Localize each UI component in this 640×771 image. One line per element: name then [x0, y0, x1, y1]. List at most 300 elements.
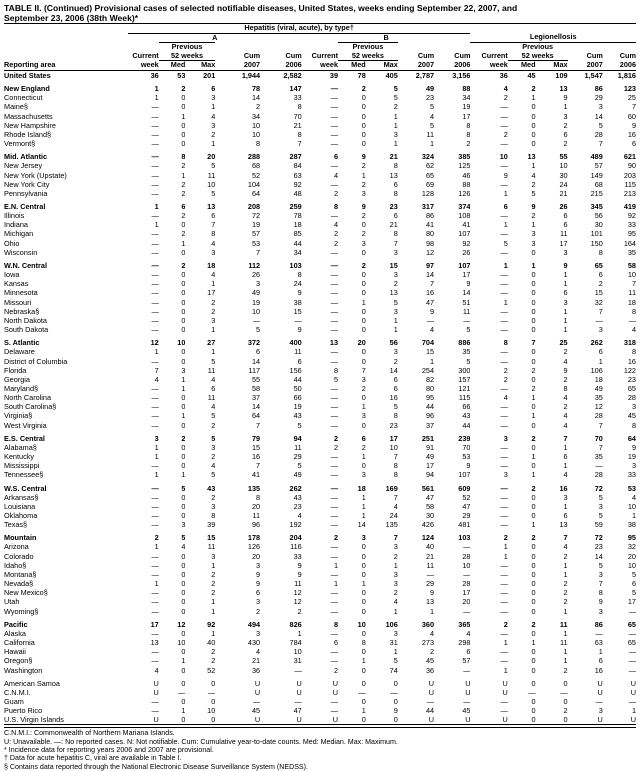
value-cell: 32	[627, 542, 636, 552]
value-cell: 0	[361, 139, 366, 149]
value-cell: —	[330, 588, 339, 598]
value-cell: 19	[627, 452, 636, 462]
value-cell: 41	[251, 470, 261, 480]
value-cell: 1	[393, 560, 398, 570]
value-cell: 56	[389, 338, 398, 348]
value-cell: 215	[590, 188, 603, 198]
value-cell: —	[330, 279, 339, 289]
value-cell: 15	[425, 347, 435, 357]
reporting-area-cell: Pennsylvania	[4, 188, 48, 198]
value-cell: —	[330, 93, 339, 103]
value-cell: 7	[297, 139, 302, 149]
med-header: Med	[351, 60, 366, 70]
table-row	[4, 493, 636, 502]
value-cell: —	[151, 696, 159, 706]
value-cell: 3	[598, 325, 603, 335]
value-cell: —	[330, 411, 339, 421]
value-cell: 0	[563, 696, 568, 706]
value-cell: 8	[393, 411, 398, 421]
value-cell: —	[330, 102, 339, 112]
value-cell: 12	[293, 588, 302, 598]
value-cell: 11	[207, 542, 216, 552]
value-cell: 6	[393, 179, 398, 189]
value-cell: 106	[590, 365, 603, 375]
value-cell: 2	[598, 279, 603, 289]
region-row	[4, 533, 636, 542]
value-cell: 125	[458, 161, 471, 171]
value-cell: —	[151, 129, 159, 139]
value-cell: 1	[211, 279, 216, 289]
value-cell: 2	[361, 383, 366, 393]
value-cell: 6	[256, 588, 261, 598]
reporting-area-cell: United States	[4, 70, 51, 80]
value-cell: 4	[466, 628, 471, 638]
table-row	[4, 411, 636, 420]
value-cell: 1	[430, 606, 435, 616]
value-cell: 1	[154, 470, 159, 480]
table-row	[4, 279, 636, 288]
value-cell: 8	[256, 492, 261, 502]
value-cell: 1	[211, 102, 216, 112]
value-cell: 7	[393, 238, 398, 248]
value-cell: 3	[361, 533, 366, 543]
value-cell: 13	[389, 288, 398, 298]
value-cell: 19	[293, 402, 302, 412]
value-cell: 201	[203, 70, 216, 80]
value-cell: 7	[598, 139, 603, 149]
value-cell: 0	[531, 139, 536, 149]
value-cell: 49	[293, 470, 302, 480]
value-cell: 26	[559, 202, 568, 211]
value-cell: 1	[181, 706, 186, 716]
reporting-area-cell: W.S. Central	[4, 483, 47, 493]
value-cell: 20	[251, 551, 261, 561]
value-cell: —	[500, 383, 508, 393]
value-cell: 16	[251, 452, 261, 462]
value-cell: —	[500, 520, 508, 530]
value-cell: 1	[154, 442, 159, 452]
value-cell: 886	[458, 338, 471, 348]
value-cell: —	[178, 687, 186, 697]
value-cell: 6	[181, 202, 186, 211]
value-cell: 65	[627, 638, 636, 648]
value-cell: —	[628, 606, 636, 616]
value-cell: 0	[531, 420, 536, 430]
value-cell: 8	[333, 365, 339, 375]
value-cell: 1	[563, 461, 568, 471]
value-cell: 1	[393, 606, 398, 616]
value-cell: —	[500, 606, 508, 616]
year-2006-header: 2006	[454, 60, 471, 70]
value-cell: 6	[563, 211, 568, 221]
legionellosis-header: Legionellosis	[529, 33, 577, 42]
value-cell: 0	[181, 715, 186, 725]
value-cell: 12	[425, 247, 435, 257]
value-cell: 97	[425, 260, 435, 270]
value-cell: 17	[559, 238, 568, 248]
value-cell: —	[151, 306, 159, 316]
value-cell: 7	[393, 492, 398, 502]
value-cell: 23	[594, 542, 603, 552]
value-cell: 8	[361, 638, 366, 648]
table-row	[4, 402, 636, 411]
table-row	[4, 443, 636, 452]
value-cell: 1	[531, 470, 536, 480]
value-cell: 6	[333, 152, 339, 162]
table-row	[4, 511, 636, 520]
value-cell: —	[463, 315, 471, 325]
value-cell: 5	[211, 470, 216, 480]
value-cell: 5	[466, 325, 471, 335]
value-cell: 0	[531, 715, 536, 725]
value-cell: 10	[389, 442, 398, 452]
value-cell: 1	[503, 297, 508, 307]
year-2006-header: 2006	[285, 60, 302, 70]
value-cell: 3	[531, 238, 536, 248]
value-cell: —	[330, 551, 339, 561]
value-cell: 47	[462, 501, 471, 511]
page	[4, 0, 636, 771]
value-cell: 3	[563, 492, 568, 502]
value-cell: 72	[594, 483, 603, 493]
value-cell: 2	[361, 161, 366, 171]
value-cell: —	[330, 356, 339, 366]
value-cell: 204	[289, 533, 302, 543]
value-cell: 16	[627, 129, 636, 139]
value-cell: 0	[181, 306, 186, 316]
value-cell: 2	[531, 619, 536, 629]
table-row	[4, 171, 636, 180]
value-cell: —	[330, 501, 339, 511]
value-cell: —	[151, 111, 159, 121]
value-cell: 3	[393, 569, 398, 579]
value-cell: 9	[631, 442, 636, 452]
value-cell: 12	[177, 619, 186, 629]
value-cell: 4	[563, 393, 568, 403]
value-cell: 2	[211, 588, 216, 598]
value-cell: 94	[425, 470, 435, 480]
value-cell: 0	[361, 461, 366, 471]
value-cell: 28	[627, 393, 636, 403]
reporting-area-cell: Tennessee§	[4, 470, 44, 480]
value-cell: U	[296, 715, 302, 725]
value-cell: 41	[425, 220, 435, 230]
value-cell: 84	[293, 161, 302, 171]
value-cell: 43	[293, 411, 302, 421]
value-cell: 35	[594, 393, 603, 403]
value-cell: 0	[181, 297, 186, 307]
value-cell: 7	[563, 433, 568, 443]
value-cell: —	[151, 188, 159, 198]
value-cell: 41	[462, 220, 471, 230]
value-cell: 3	[361, 470, 366, 480]
value-cell: 0	[361, 220, 366, 230]
region-row	[4, 261, 636, 270]
value-cell: 2	[211, 452, 216, 462]
value-cell: 3	[563, 247, 568, 257]
value-cell: —	[500, 139, 508, 149]
value-cell: —	[330, 470, 339, 480]
value-cell: 0	[361, 129, 366, 139]
value-cell: 12	[150, 338, 159, 348]
value-cell: 70	[462, 442, 471, 452]
value-cell: 11	[207, 170, 216, 180]
reporting-area-cell: California	[4, 638, 35, 648]
value-cell: 14	[425, 270, 435, 280]
value-cell: 0	[181, 270, 186, 280]
value-cell: 0	[361, 606, 366, 616]
table-row	[4, 239, 636, 248]
value-cell: 10	[177, 338, 186, 348]
value-cell: 0	[531, 297, 536, 307]
value-cell: 0	[361, 279, 366, 289]
value-cell: 2	[211, 129, 216, 139]
value-cell: 372	[247, 338, 261, 348]
reporting-area-cell: Ohio	[4, 238, 20, 248]
value-cell: 103	[458, 533, 471, 543]
max-header: Max	[201, 60, 216, 70]
value-cell: 14	[462, 288, 471, 298]
value-cell: —	[151, 356, 159, 366]
value-cell: 10	[207, 706, 216, 716]
value-cell: 2	[393, 356, 398, 366]
value-cell: 2	[503, 129, 508, 139]
value-cell: 1	[154, 452, 159, 462]
value-cell: 65	[594, 260, 603, 270]
value-cell: 360	[421, 619, 435, 629]
value-cell: —	[330, 325, 339, 335]
value-cell: —	[330, 696, 339, 706]
value-cell: 8	[631, 347, 636, 357]
value-cell: 2	[181, 260, 186, 270]
reporting-area-cell: Georgia	[4, 374, 30, 384]
value-cell: 0	[181, 129, 186, 139]
value-cell: —	[500, 356, 508, 366]
value-cell: 13	[329, 338, 339, 348]
value-cell: 11	[207, 393, 216, 403]
value-cell: —	[330, 420, 339, 430]
value-cell: U	[153, 678, 159, 688]
value-cell: —	[426, 315, 435, 325]
value-cell: 2	[563, 706, 568, 716]
value-cell: 419	[623, 202, 636, 211]
med-header: Med	[170, 60, 186, 70]
value-cell: 28	[594, 411, 603, 421]
value-cell: 18	[293, 220, 302, 230]
value-cell: 52	[462, 492, 471, 502]
value-cell: 5	[430, 102, 435, 112]
reporting-area-cell: Nevada§	[4, 579, 34, 589]
value-cell: 2	[211, 420, 216, 430]
table-row	[4, 189, 636, 198]
value-cell: 40	[425, 542, 435, 552]
value-cell: 49	[425, 84, 435, 94]
value-cell: 122	[623, 365, 636, 375]
value-cell: —	[151, 520, 159, 530]
value-cell: 59	[594, 520, 603, 530]
value-cell: —	[151, 229, 159, 239]
value-cell: 58	[425, 501, 435, 511]
value-cell: 1	[393, 647, 398, 657]
value-cell: 2	[333, 229, 339, 239]
table-row	[4, 679, 636, 688]
value-cell: 2	[181, 161, 186, 171]
value-cell: 17	[462, 111, 471, 121]
value-cell: 8	[297, 102, 302, 112]
value-cell: —	[500, 647, 508, 657]
value-cell: 7	[598, 579, 603, 589]
value-cell: 0	[181, 452, 186, 462]
value-cell: 4	[563, 356, 568, 366]
value-cell: 3	[503, 433, 508, 443]
value-cell: 3	[563, 111, 568, 121]
value-cell: 621	[623, 152, 636, 162]
value-cell: 2	[393, 279, 398, 289]
value-cell: 1	[563, 628, 568, 638]
value-cell: 80	[425, 383, 435, 393]
value-cell: 5	[181, 533, 186, 543]
value-cell: —	[500, 579, 508, 589]
value-cell: —	[151, 461, 159, 471]
value-cell: 3	[393, 347, 398, 357]
value-cell: 80	[425, 229, 435, 239]
reporting-area-cell: C.N.M.I.	[4, 687, 31, 697]
value-cell: 1	[563, 325, 568, 335]
value-cell: 24	[559, 179, 568, 189]
value-cell: —	[151, 270, 159, 280]
value-cell: 91	[425, 442, 435, 452]
value-cell: 3	[393, 247, 398, 257]
value-cell: 1	[154, 93, 159, 103]
value-cell: 0	[563, 715, 568, 725]
value-cell: 0	[181, 579, 186, 589]
value-cell: 33	[627, 470, 636, 480]
value-cell: 28	[462, 579, 471, 589]
value-cell: —	[151, 170, 159, 180]
value-cell: 1	[211, 325, 216, 335]
reporting-area-cell: Florida	[4, 365, 27, 375]
value-cell: —	[330, 288, 339, 298]
value-cell: 0	[181, 288, 186, 298]
value-cell: 20	[251, 501, 261, 511]
value-cell: —	[151, 260, 159, 270]
value-cell: 385	[458, 152, 471, 162]
value-cell: 8	[503, 338, 508, 348]
value-cell: 11	[559, 619, 568, 629]
weeks52-header: 52 weeks	[508, 52, 568, 61]
value-cell: —	[330, 606, 339, 616]
value-cell: 3	[598, 606, 603, 616]
value-cell: —	[151, 161, 159, 171]
value-cell: U	[597, 715, 603, 725]
max-header: Max	[383, 60, 398, 70]
value-cell: 5	[531, 188, 536, 198]
value-cell: U	[428, 678, 435, 688]
value-cell: 0	[181, 442, 186, 452]
value-cell: —	[463, 542, 471, 552]
value-cell: —	[330, 569, 339, 579]
value-cell: —	[330, 297, 339, 307]
value-cell: 14	[251, 356, 261, 366]
value-cell: 0	[531, 120, 536, 130]
reporting-area-header: Reporting area	[4, 60, 56, 70]
value-cell: —	[500, 211, 508, 221]
value-cell: 16	[425, 288, 435, 298]
value-cell: 704	[421, 338, 435, 348]
value-cell: —	[330, 393, 339, 403]
value-cell: 15	[251, 442, 261, 452]
value-cell: 39	[207, 520, 216, 530]
value-cell: 9	[503, 170, 508, 180]
value-cell: 1	[181, 170, 186, 180]
value-cell: 55	[559, 152, 568, 162]
value-cell: 0	[531, 706, 536, 716]
value-cell: 53	[627, 483, 636, 493]
week-header: week	[489, 60, 508, 70]
value-cell: —	[560, 687, 568, 697]
value-cell: 3	[598, 102, 603, 112]
value-cell: —	[330, 315, 339, 325]
reporting-area-cell: Iowa	[4, 270, 20, 280]
value-cell: 1	[563, 270, 568, 280]
value-cell: 6	[563, 511, 568, 520]
value-cell: 107	[458, 260, 471, 270]
value-cell: 0	[181, 220, 186, 230]
value-cell: 6	[256, 347, 261, 357]
value-cell: 31	[293, 656, 302, 666]
table-row	[4, 130, 636, 139]
week-header: week	[320, 60, 339, 70]
value-cell: 1	[503, 188, 508, 198]
value-cell: 9	[256, 579, 261, 589]
value-cell: —	[252, 696, 261, 706]
value-cell: 50	[293, 383, 302, 393]
value-cell: 3	[598, 569, 603, 579]
value-cell: —	[151, 315, 159, 325]
value-cell: —	[500, 560, 508, 570]
value-cell: 4	[211, 461, 216, 471]
value-cell: 10	[177, 638, 186, 648]
value-cell: U	[465, 678, 471, 688]
value-cell: 2	[333, 433, 339, 443]
value-cell: 44	[293, 374, 302, 384]
value-cell: 1	[393, 325, 398, 335]
value-cell: 49	[594, 383, 603, 393]
table-row	[4, 102, 636, 111]
value-cell: 13	[559, 84, 568, 94]
value-cell: 3	[361, 238, 366, 248]
value-cell: 10	[251, 120, 261, 130]
value-cell: 2	[563, 597, 568, 607]
value-cell: 13	[207, 202, 216, 211]
value-cell: 7	[154, 365, 159, 375]
value-cell: 4	[211, 111, 216, 121]
value-cell: 1	[181, 383, 186, 393]
value-cell: 28	[594, 470, 603, 480]
value-cell: 44	[425, 706, 435, 716]
value-cell: 57	[462, 656, 471, 666]
reporting-area-cell: New York (Upstate)	[4, 170, 67, 180]
value-cell: U	[428, 715, 435, 725]
value-cell: 0	[531, 461, 536, 471]
value-cell: —	[151, 606, 159, 616]
value-cell: 36	[251, 665, 261, 675]
value-cell: 12	[293, 597, 302, 607]
value-cell: 1	[563, 606, 568, 616]
reporting-area-cell: New Jersey	[4, 161, 43, 171]
value-cell: 0	[211, 715, 216, 725]
value-cell: 17	[207, 288, 216, 298]
